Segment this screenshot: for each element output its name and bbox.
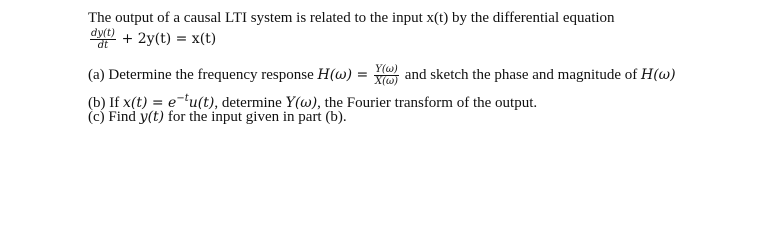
part-c-y-t: y(t) bbox=[139, 109, 165, 125]
frequency-response-fraction bbox=[374, 64, 399, 87]
part-a-prefix: (a) Determine the frequency response bbox=[88, 66, 318, 83]
part-b-u-t: u(t) bbox=[188, 95, 215, 111]
part-b-middle: , determine bbox=[214, 95, 286, 111]
differential-equation bbox=[88, 28, 216, 51]
part-a-H-end: H(ω) bbox=[640, 66, 676, 83]
part-a-H-omega: H(ω) = bbox=[317, 66, 369, 83]
derivative-denominator: dt bbox=[97, 40, 109, 51]
part-b-x-t: x(t) = e bbox=[122, 95, 177, 111]
frequency-response-denominator: X(ω) bbox=[374, 76, 399, 87]
part-a-suffix: and sketch the phase and magnitude of bbox=[401, 66, 641, 83]
part-c-prefix: (c) Find bbox=[88, 109, 140, 125]
part-b-suffix: , the Fourier transform of the output. bbox=[317, 95, 538, 111]
derivative-numerator: dy(t) bbox=[91, 28, 115, 39]
part-c bbox=[88, 108, 347, 126]
problem-intro bbox=[88, 9, 615, 27]
part-a bbox=[88, 64, 676, 87]
part-b-Y-omega: Y(ω) bbox=[285, 95, 318, 111]
intro-text: The output of a causal LTI system is related to the input x(t) by the differential equation bbox=[88, 10, 615, 26]
equation-rest: + 2y(t) = x(t) bbox=[121, 30, 217, 47]
part-b-exponent: −t bbox=[176, 93, 189, 104]
part-b-prefix: (b) If bbox=[88, 95, 123, 111]
derivative-fraction bbox=[90, 28, 116, 51]
frequency-response-numerator: Y(ω) bbox=[375, 64, 398, 75]
part-c-suffix: for the input given in part (b). bbox=[164, 109, 347, 125]
